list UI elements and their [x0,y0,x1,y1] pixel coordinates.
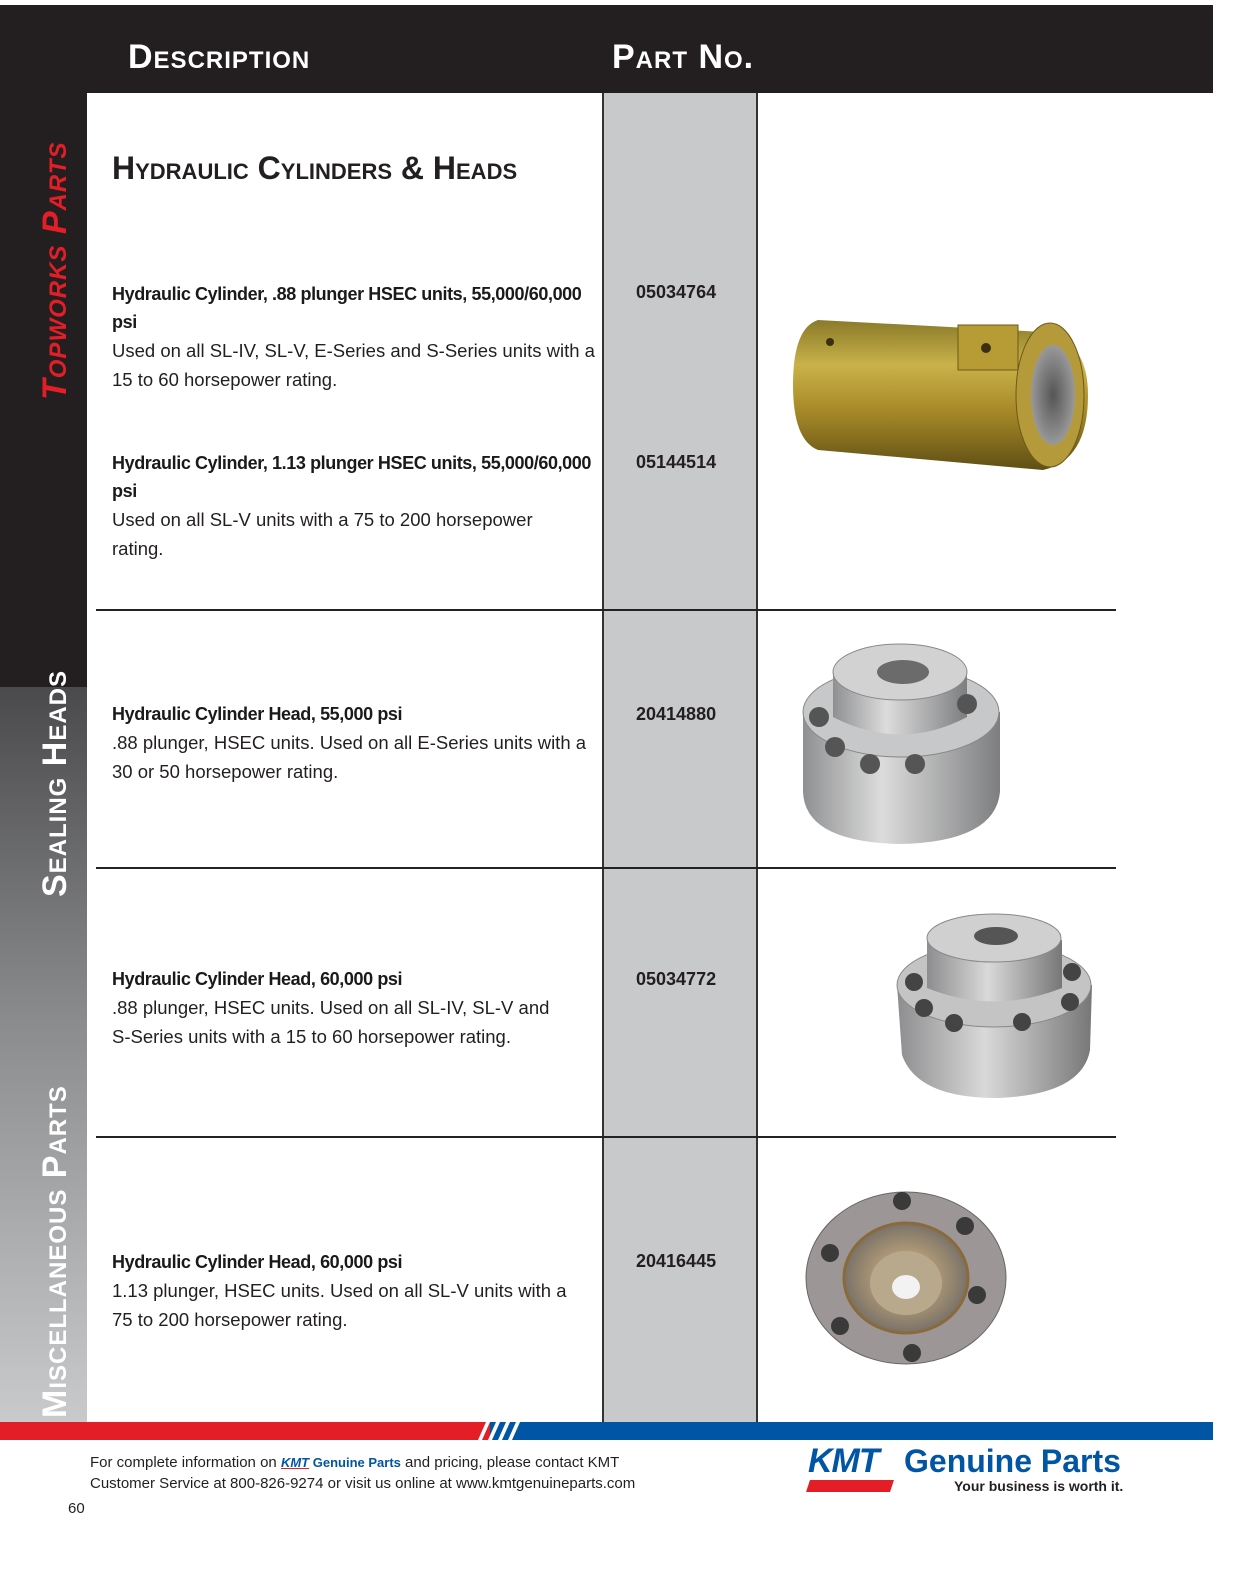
list-item [112,449,598,563]
list-item [112,965,598,1051]
inline-kmt-logo: KMT Genuine Parts [280,1455,401,1470]
cylinder-head-60000-image [892,910,1097,1100]
side-tab-miscellaneous-parts[interactable]: Miscellaneous Parts [36,1085,74,1418]
item-title: Hydraulic Cylinder Head, 55,000 psi [112,704,403,724]
list-item [112,280,598,394]
footer-contact-text: For complete information on KMT Genuine Parts and pricing, please contact KMT Customer Service at 800-826-9274 or visit us online at www.kmtgenuineparts.com [90,1454,636,1492]
kmt-genuine-parts-logo: KMT Genuine Parts Your business is worth it. [808,1442,1124,1494]
hydraulic-cylinder-image [788,310,1093,485]
cylinder-head-60000-113-plunger-image [802,1183,1010,1368]
part-no-column-header: Part No. [612,38,755,76]
item-description: Used on all SL-IV, SL-V, E-Series and S-Series units with a 15 to 60 horsepower rating. [112,340,595,390]
footer-color-stripe [0,1422,1213,1440]
item-description: .88 plunger, HSEC units. Used on all SL-IV, SL-V and S-Series units with a 15 to 60 horsepower rating. [112,997,550,1047]
item-description: .88 plunger, HSEC units. Used on all E-Series units with a 30 or 50 horsepower rating. [112,732,587,782]
logo-red-bar [806,1480,894,1492]
part-number: 05034772 [636,969,717,989]
item-title: Hydraulic Cylinder Head, 60,000 psi [112,1252,403,1272]
description-column-header: Description [128,38,311,76]
footer-contact-line2: Customer Service at 800-826-9274 or visit us online at www.kmtgenuineparts.com [90,1475,636,1492]
item-description: Used on all SL-V units with a 75 to 200 horsepower rating. [112,509,533,559]
row-divider [96,867,1116,869]
item-description: 1.13 plunger, HSEC units. Used on all SL-V units with a 75 to 200 horsepower rating. [112,1280,567,1330]
side-tab-topworks-parts[interactable]: Topworks Parts [36,141,74,400]
item-title: Hydraulic Cylinder Head, 60,000 psi [112,969,403,989]
cylinder-head-55000-image [795,642,1005,847]
part-number: 05034764 [636,282,717,302]
part-number: 20416445 [636,1251,717,1271]
list-item [112,700,598,786]
row-divider [96,609,1116,611]
part-number: 20414880 [636,704,717,724]
row-divider [96,1136,1116,1138]
page-number: 60 [68,1500,85,1517]
item-title: Hydraulic Cylinder, 1.13 plunger HSEC units, 55,000/60,000 psi [112,453,592,501]
part-number: 05144514 [636,452,717,472]
section-title: Hydraulic Cylinders & Heads [112,150,518,186]
side-tab-sealing-heads[interactable]: Sealing Heads [36,669,74,897]
list-item [112,1248,598,1334]
item-title: Hydraulic Cylinder, .88 plunger HSEC units, 55,000/60,000 psi [112,284,582,332]
logo-tagline: Your business is worth it. [954,1478,1124,1494]
